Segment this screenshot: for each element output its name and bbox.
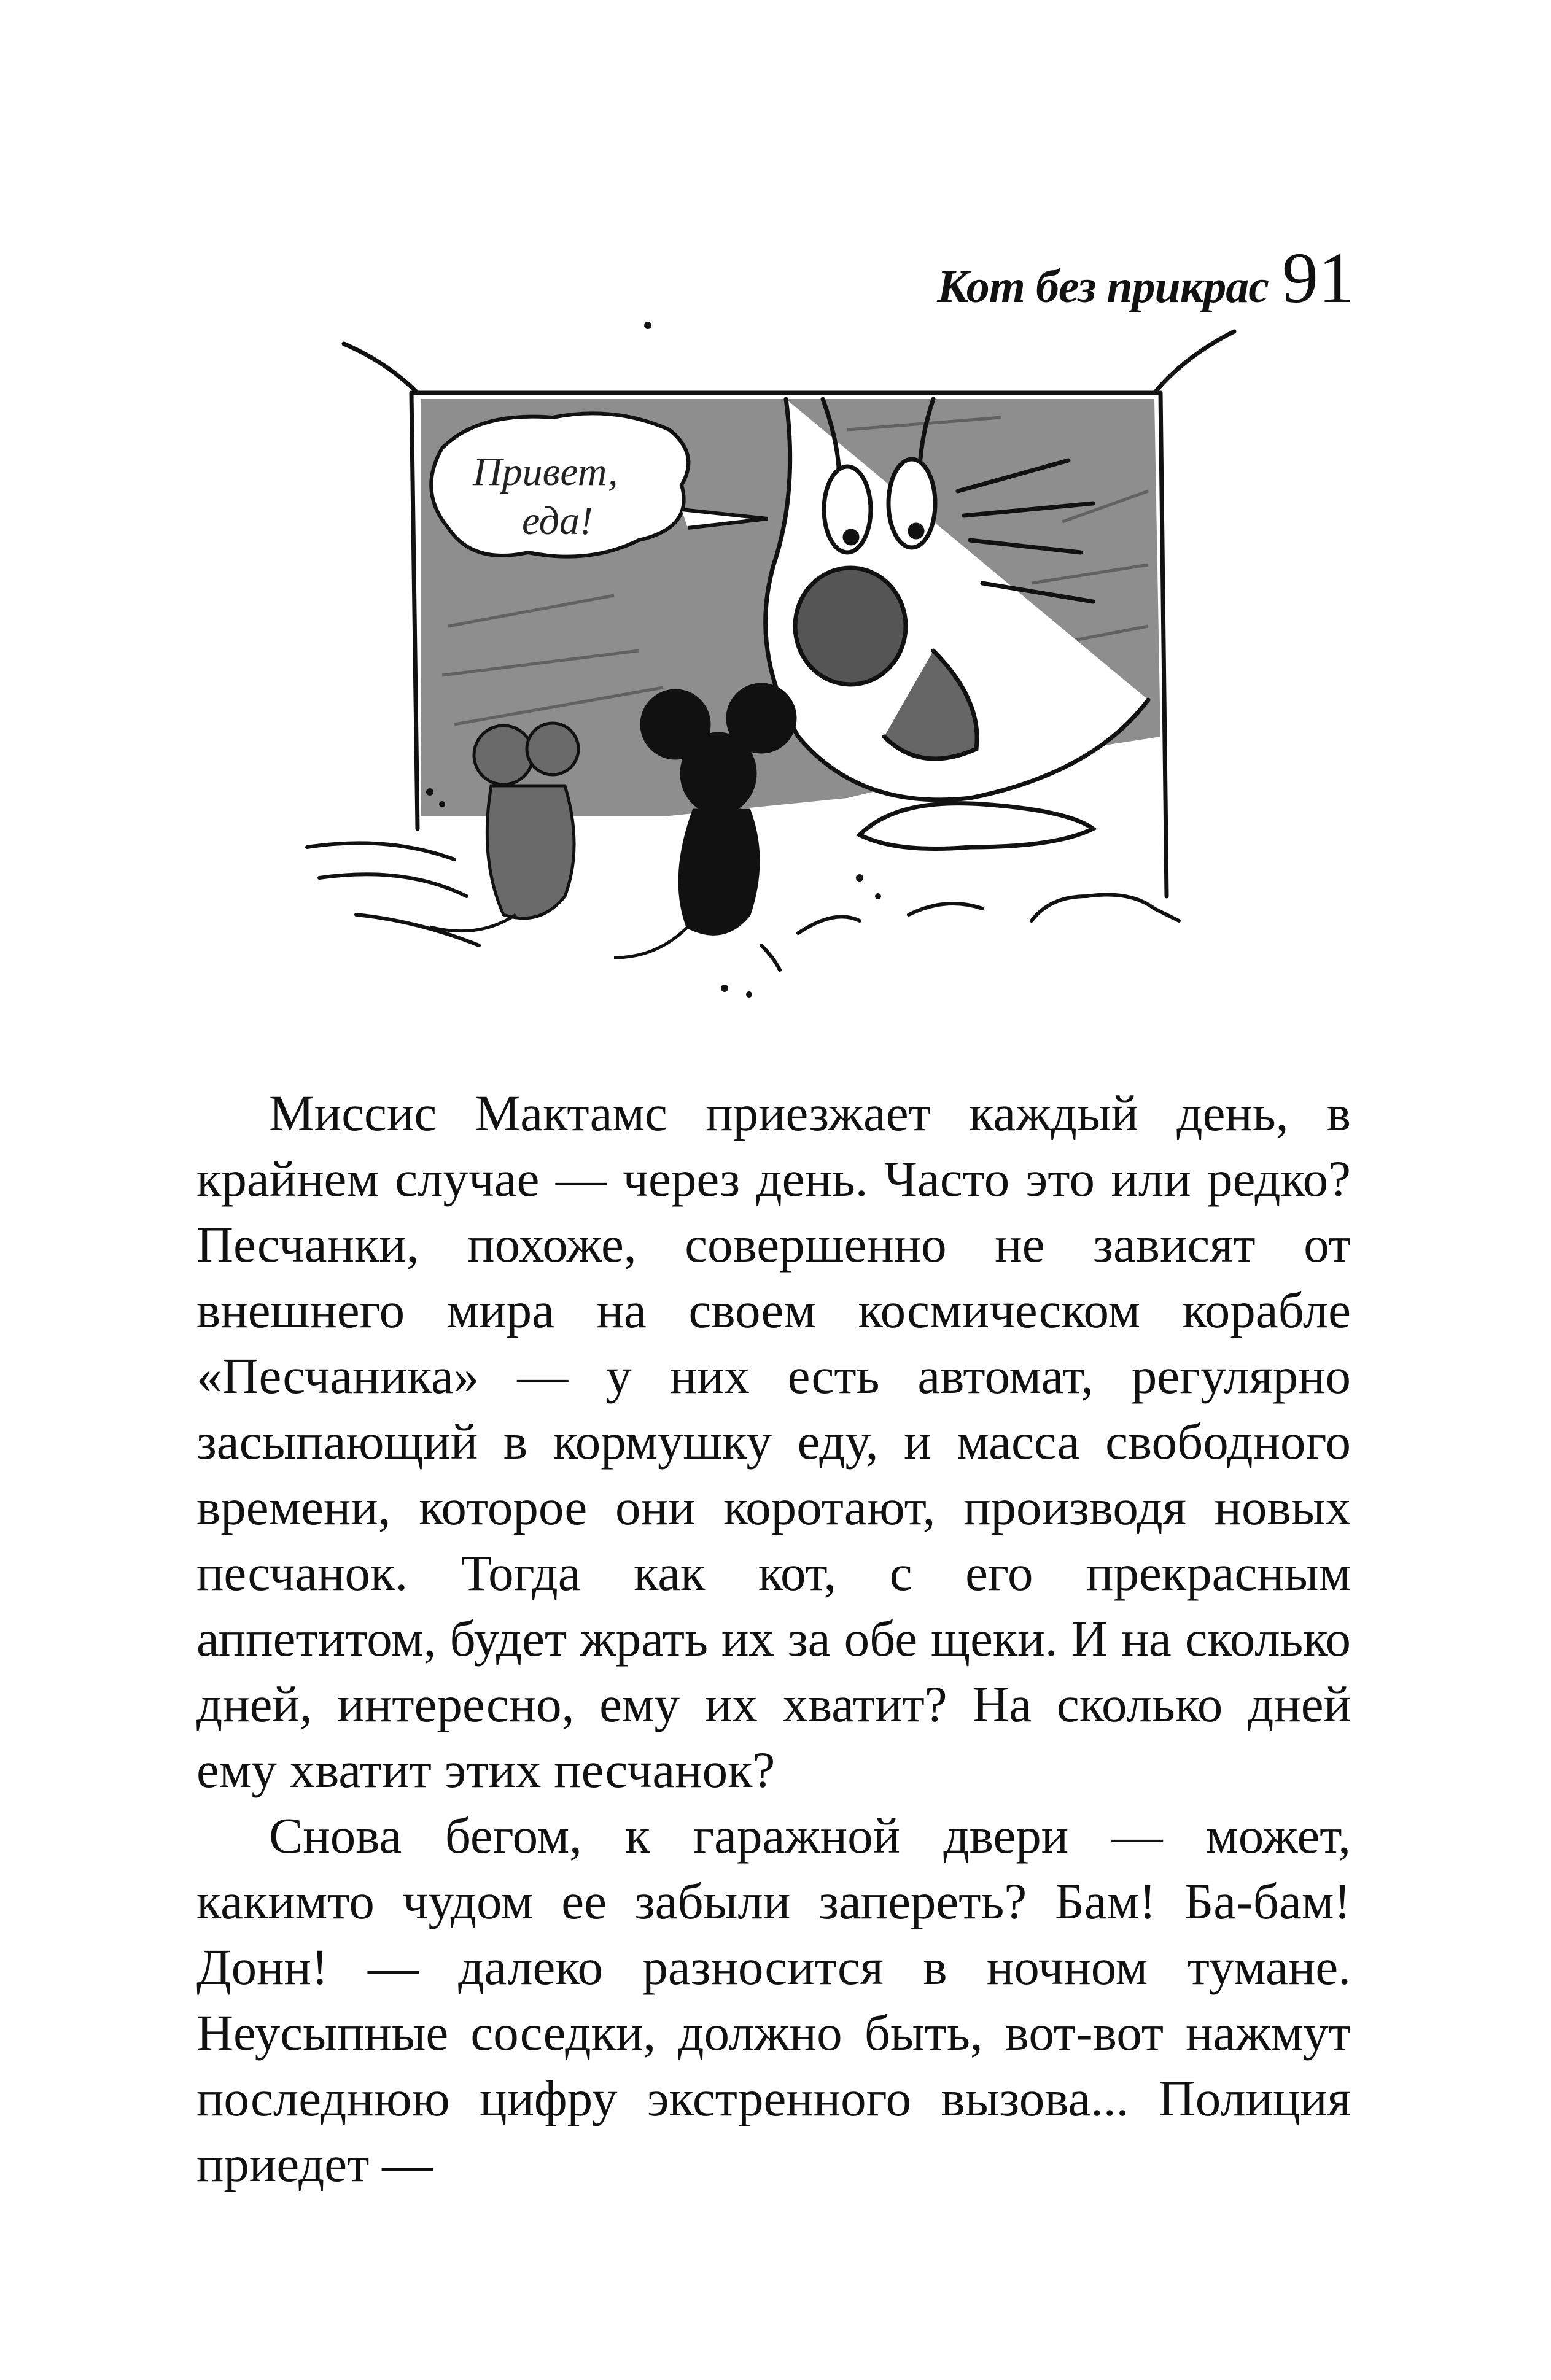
paragraph-1: Миссис Мактамс приезжает каждый день, в крайнем случае — через день. Часто это или редко? Песчанки, похоже, совершенно не зависят от внешнего мира на своем космическом корабле «Песчаника» — у них есть автомат, регулярно засыпающий в кормушку еду, и масса свободного времени, которое они коротают, производя новых песчанок. Тогда как кот, с его прекрасным аппетитом, будет жрать их за обе щеки. И на сколько дней, интересно, ему их хватит? На сколько дней ему хватит этих песчанок?	[196, 1085, 1351, 1798]
page-number: 91	[1282, 238, 1355, 318]
cat-nose	[795, 568, 906, 684]
speech-bubble-line1: Привет,	[473, 449, 618, 494]
body-text	[196, 1080, 1351, 2197]
cat-paw	[860, 804, 1093, 849]
running-title: Кот без прикрас	[937, 261, 1269, 312]
paragraph-2: Снова бегом, к гаражной двери — может, какимто чудом ее забыли запереть? Бам! Ба-бам! Донн! — далеко разносится в ночном тумане. Неусыпные соседки, должно быть, вот-вот нажмут последнюю цифру экстренного вызова... Полиция приедет —	[196, 1807, 1351, 2192]
speech-bubble-line2: еда!	[522, 498, 594, 543]
cartoon-illustration	[295, 307, 1246, 1001]
gerbil-black	[614, 684, 795, 958]
